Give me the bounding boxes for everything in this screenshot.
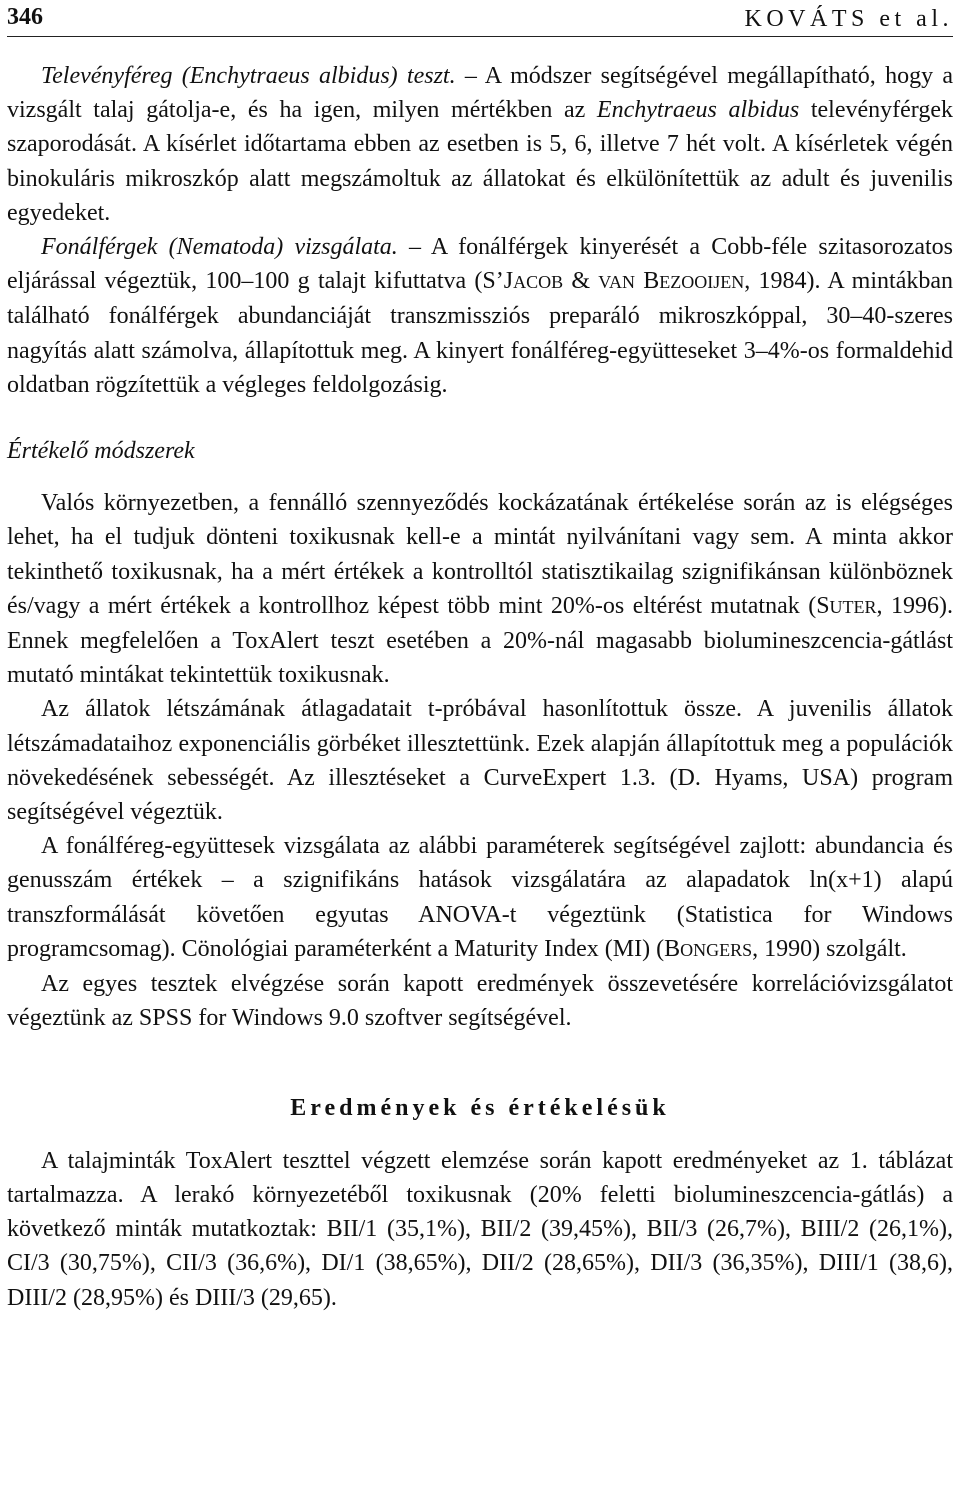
citation-author: B [634, 268, 660, 295]
paragraph-correlation: Az egyes tesztek elvégzése során kapott eredmények összevetésére korrelációvizsgálatot végeztünk az SPSS for Windows 9.0 szoftver segítségével. [7, 971, 953, 1032]
species-name: Enchytraeus albidus [596, 97, 800, 124]
text-run: televényférgek szaporodását. A kísérlet időtartama ebben az esetben is 5, 6, illetve 7 hét volt. A kísérletek végén binokuláris mikroszkóp alatt megszámoltuk az állatokat és elkülönítettük az adult és juvenilis egyedeket. [7, 97, 954, 226]
citation-author-smallcaps: EZOOIJEN [659, 272, 745, 293]
citation-author: S’J [482, 268, 514, 295]
text-run: – A fonálférgek kinyerését a Cobb-féle szitasorozatos eljárással végeztük, 100–100 g talajt kifuttatva ( [7, 234, 954, 295]
citation-author-smallcaps: VAN [598, 272, 635, 293]
paragraph-evaluation [7, 486, 953, 692]
methods-heading: Értékelő módszerek [7, 438, 195, 465]
paragraph-statistics: Az állatok létszámának átlagadatait t-próbával hasonlítottuk össze. A juvenilis állatok létszámadataihoz exponenciális görbéket illesztettünk. Ezek alapján állapítottuk meg a populációk növekedésének sebességét. Az illesztéseket a CurveExpert 1.3. (D. Hyams, USA) program segítségével végeztük. [7, 696, 953, 826]
page-number: 346 [7, 4, 43, 30]
citation-author-smallcaps: UTER [829, 596, 877, 617]
text-run: , 1990) szolgált. [752, 935, 907, 962]
text-run: Valós környezetben, a fennálló szennyeződés kockázatának értékelése során az is elégséges lehet, ha el tudjuk dönteni toxikusnak kell-e a mintát nyilvánítani vagy sem. A minta akkor tekinthető toxikusnak, ha a mért értékek a kontrolltól statisztikailag szignifikánsan különböznek és/vagy a mért értékek a kontrollhoz képest több mint 20%-os eltérést mutatnak (S [7, 490, 953, 619]
text-run: A fonálféreg-együttesek vizsgálata az alábbi paraméterek segítségével zajlott: abundancia és genusszám értékek – a szignifikáns hatások vizsgálatára az alapadatok ln(x+1) alapú transzformálását követően egyutas ANOVA-t végeztünk (Statistica for Windows programcsomag). Cönológiai paraméterként a Maturity Index (MI) (B [7, 833, 953, 962]
results-heading: Eredmények és értékelésük [290, 1095, 670, 1122]
paragraph-nematoda [7, 230, 953, 402]
paragraph-nematode-analysis [7, 829, 953, 967]
citation-author-smallcaps: ACOB [513, 272, 564, 293]
article-body [7, 59, 953, 1315]
run-in-heading-nematoda: Fonálférgek (Nematoda) vizsgálata. [41, 234, 398, 261]
text-run: , 1996). Ennek megfelelően a ToxAlert teszt esetében a 20%-nál magasabb biolumineszcencia-gátlást mutató mintákat tekintettük toxikusnak. [7, 592, 953, 689]
citation-ampersand: & [563, 268, 599, 295]
citation-author-smallcaps: ONGERS [680, 939, 753, 960]
page-header [7, 0, 953, 37]
running-head: KOVÁTS et al. [744, 6, 953, 32]
paragraph-enchytraeus-test [7, 59, 953, 230]
text-run: , 1984). A mintákban található fonálférgek abundanciáját transzmissziós preparáló mikroszkóppal, 30–40-szeres nagyítás alatt számolva, állapítottuk meg. A kinyert fonálféreg-együtteseket 3–4%-os formaldehid oldatban rögzítettük a végleges feldolgozásig. [7, 268, 953, 398]
paragraph-results: A talajminták ToxAlert teszttel végzett elemzése során kapott eredményeket az 1. táblázat tartalmazza. A lerakó környezetéből toxikusnak (20% feletti biolumineszcencia-gátlás) a következő minták mutatkoztak: BII/1 (35,1%), BII/2 (39,45%), BII/3 (26,7%), BIII/2 (26,1%), CI/3 (30,75%), CII/3 (36,6%), DI/1 (38,65%), DII/2 (28,65%), DII/3 (36,35%), DIII/1 (38,6), DIII/2 (28,95%) és DIII/3 (29,65). [7, 1147, 953, 1311]
run-in-heading-enchytraeus: Televényféreg (Enchytraeus albidus) teszt. [41, 63, 456, 89]
text-run: – A módszer segítségével megállapítható, hogy a vizsgált talaj gátolja-e, és ha igen, milyen mértékben az [7, 63, 953, 124]
